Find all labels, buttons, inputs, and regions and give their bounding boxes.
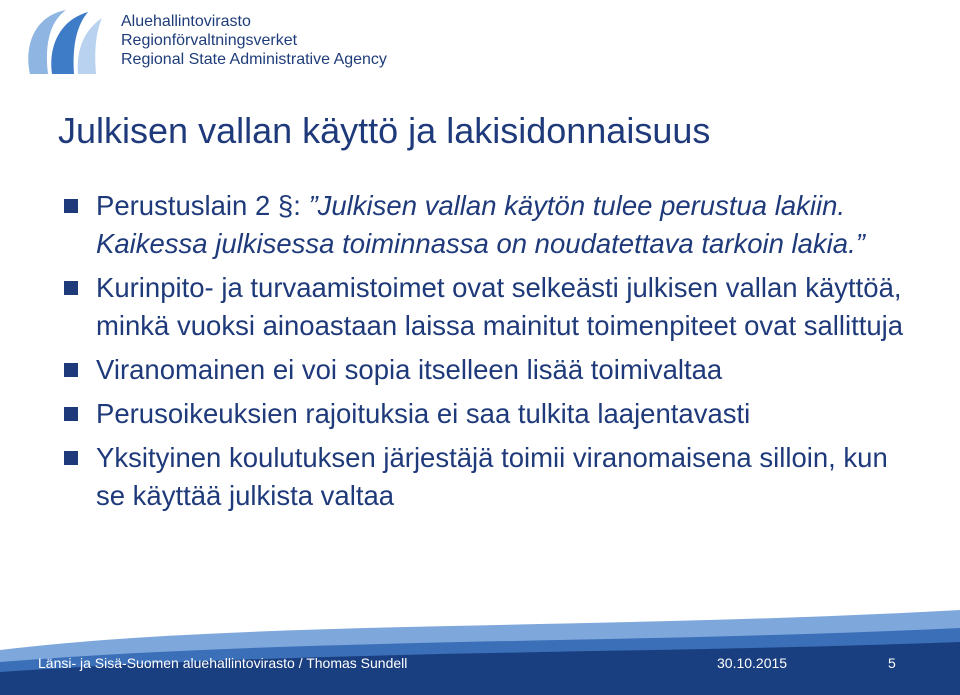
slide-title: Julkisen vallan käyttö ja lakisidonnaisuus xyxy=(58,110,711,151)
bullet-text: Yksityinen koulutuksen järjestäjä toimii viranomaisena silloin, kun se käyttää julkista valtaa xyxy=(96,442,888,511)
square-bullet-icon xyxy=(64,451,78,465)
square-bullet-icon xyxy=(64,199,78,213)
org-name-swedish: Regionförvaltningsverket xyxy=(121,32,298,49)
footer-band xyxy=(0,610,960,695)
footer-organization: Länsi- ja Sisä-Suomen aluehallintovirasto / Thomas Sundell xyxy=(38,655,408,671)
bullet-text: Perusoikeuksien rajoituksia ei saa tulkita laajentavasti xyxy=(96,398,751,429)
bullet-text: Kurinpito- ja turvaamistoimet ovat selkeästi julkisen vallan käyttöä, minkä vuoksi ainoastaan laissa mainitut toimenpiteet ovat sallittuja xyxy=(96,272,904,341)
bullet-item-authority xyxy=(62,351,922,389)
square-bullet-icon xyxy=(64,281,78,295)
regional-agency-logo-icon xyxy=(22,6,104,76)
footer-date: 30.10.2015 xyxy=(717,655,788,671)
square-bullet-icon xyxy=(64,407,78,421)
footer-page-number: 5 xyxy=(888,655,896,671)
bullet-lead: Perustuslain 2 §: xyxy=(96,190,309,221)
constitution-quote: ”Julkisen vallan käytön tulee perustua lakiin. Kaikessa julkisessa toiminnassa on noudatettava tarkoin lakia.” xyxy=(96,190,865,259)
bullet-list xyxy=(62,187,922,521)
bullet-text: Viranomainen ei voi sopia itselleen lisää toimivaltaa xyxy=(96,354,723,385)
square-bullet-icon xyxy=(64,363,78,377)
org-name-finnish: Aluehallintovirasto xyxy=(121,13,251,30)
organization-name xyxy=(121,12,387,69)
bullet-item-constitution xyxy=(62,187,922,263)
bullet-item-private xyxy=(62,439,922,515)
org-name-english: Regional State Administrative Agency xyxy=(121,51,387,68)
bullet-item-disciplinary xyxy=(62,269,922,345)
bullet-item-rights xyxy=(62,395,922,433)
